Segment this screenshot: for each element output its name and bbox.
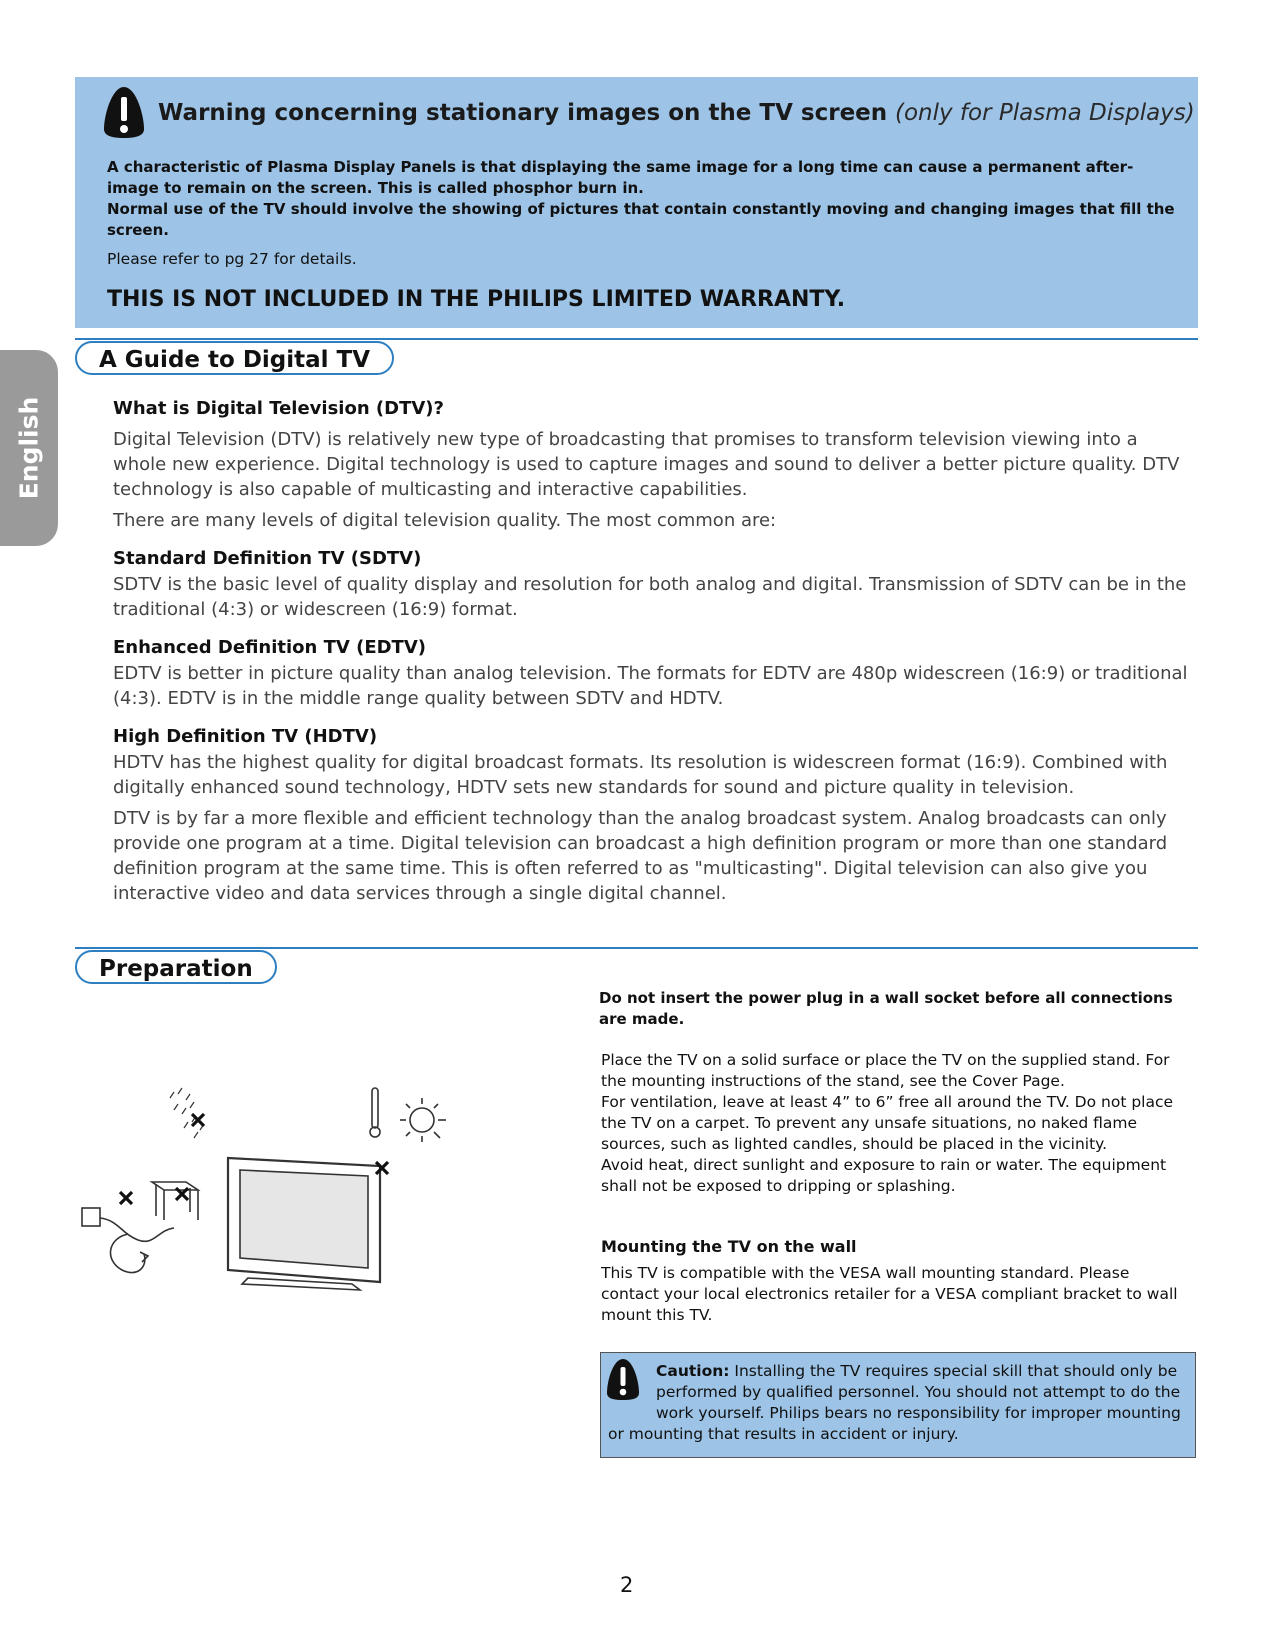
- preparation-section-rule: [75, 947, 1198, 949]
- caution-body: Installing the TV requires special skill that should only be performed by qualified personnel. You should not attempt to do the work yourself. Philips bears no responsibility for improper mounting or mounting that results in accident or injury.: [608, 1362, 1181, 1443]
- placement-text-2: For ventilation, leave at least 4” to 6” free all around the TV. Do not place the TV on a carpet. To prevent any unsafe situations, no naked flame sources, such as lighted candles, should be placed in the vicinity.: [601, 1093, 1174, 1153]
- edtv-title: Enhanced Definition TV (EDTV): [113, 637, 426, 658]
- stand-drawing: [152, 1182, 198, 1220]
- warranty-notice: THIS IS NOT INCLUDED IN THE PHILIPS LIMITED WARRANTY.: [107, 287, 846, 312]
- heat-sun-icon: [370, 1088, 446, 1142]
- what-is-dtv-text: Digital Television (DTV) is relatively new type of broadcasting that promises to transform television viewing into a whole new experience. Digital technology is used to capture images and sound to deliver a better picture quality. DTV technology is also capable of multicasting and interactive capabilities.: [113, 429, 1180, 500]
- wall-mounting-text: This TV is compatible with the VESA wall mounting standard. Please contact your local electronics retailer for a VESA compliant bracket to wall mount this TV.: [601, 1264, 1178, 1324]
- placement-text-3: Avoid heat, direct sunlight and exposure to rain or water. The equipment shall not be exposed to dripping or splashing.: [601, 1156, 1167, 1195]
- wall-socket-drawing: [82, 1208, 174, 1273]
- warning-body-line2: Normal use of the TV should involve the showing of pictures that contain constantly moving and changing images that fill the screen.: [107, 200, 1175, 239]
- language-tab-label: English: [14, 396, 44, 500]
- warning-icon: [102, 85, 146, 143]
- guide-section-heading: A Guide to Digital TV: [75, 341, 394, 375]
- placement-text-1: Place the TV on a solid surface or place the TV on the supplied stand. For the mounting instructions of the stand, see the Cover Page.: [601, 1051, 1170, 1090]
- preparation-section-heading: Preparation: [75, 950, 277, 984]
- dtv-flexibility-text: DTV is by far a more flexible and efficient technology than the analog broadcast system. Analog broadcasts can only provide one program at a time. Digital television can broadcast a high definition program or more than one standard definition program at the same time. This is often referred to as "multicasting". Digital television can also give you interactive video and data services through a single digital channel.: [113, 808, 1168, 904]
- tv-placement-illustration: [78, 1070, 468, 1314]
- quality-levels-text: There are many levels of digital television quality. The most common are:: [113, 510, 777, 531]
- sdtv-title: Standard Definition TV (SDTV): [113, 548, 422, 569]
- placement-instructions: [601, 1050, 1181, 1197]
- warning-reference: Please refer to pg 27 for details.: [107, 250, 357, 268]
- caution-label: Caution:: [656, 1362, 730, 1380]
- rain-icon: [170, 1088, 204, 1138]
- what-is-dtv-title: What is Digital Television (DTV)?: [113, 398, 444, 419]
- warning-body: [107, 157, 1177, 241]
- page-number: 2: [620, 1573, 634, 1597]
- warning-title: Warning concerning stationary images on the TV screen: [158, 100, 888, 126]
- guide-section-rule: [75, 338, 1198, 340]
- wall-mounting-title: Mounting the TV on the wall: [601, 1237, 857, 1256]
- warning-body-line1: A characteristic of Plasma Display Panels is that displaying the same image for a long time can cause a permanent after-image to remain on the screen. This is called phosphor burn in.: [107, 158, 1134, 197]
- warning-title-note: (only for Plasma Displays): [895, 100, 1195, 126]
- hdtv-text: HDTV has the highest quality for digital broadcast formats. Its resolution is widescreen format (16:9). Combined with digitally enhanced sound technology, HDTV sets new standards for sound and picture quality in television.: [113, 752, 1168, 798]
- sdtv-text: SDTV is the basic level of quality display and resolution for both analog and digital. Transmission of SDTV can be in the traditional (4:3) or widescreen (16:9) format.: [113, 574, 1187, 620]
- caution-text: [608, 1361, 1186, 1445]
- edtv-text: EDTV is better in picture quality than analog television. The formats for EDTV are 480p widescreen (16:9) or traditional (4:3). EDTV is in the middle range quality between SDTV and HDTV.: [113, 663, 1188, 709]
- hdtv-title: High Definition TV (HDTV): [113, 726, 378, 747]
- power-plug-warning: Do not insert the power plug in a wall socket before all connections are made.: [599, 989, 1173, 1028]
- tv-drawing: [228, 1158, 380, 1290]
